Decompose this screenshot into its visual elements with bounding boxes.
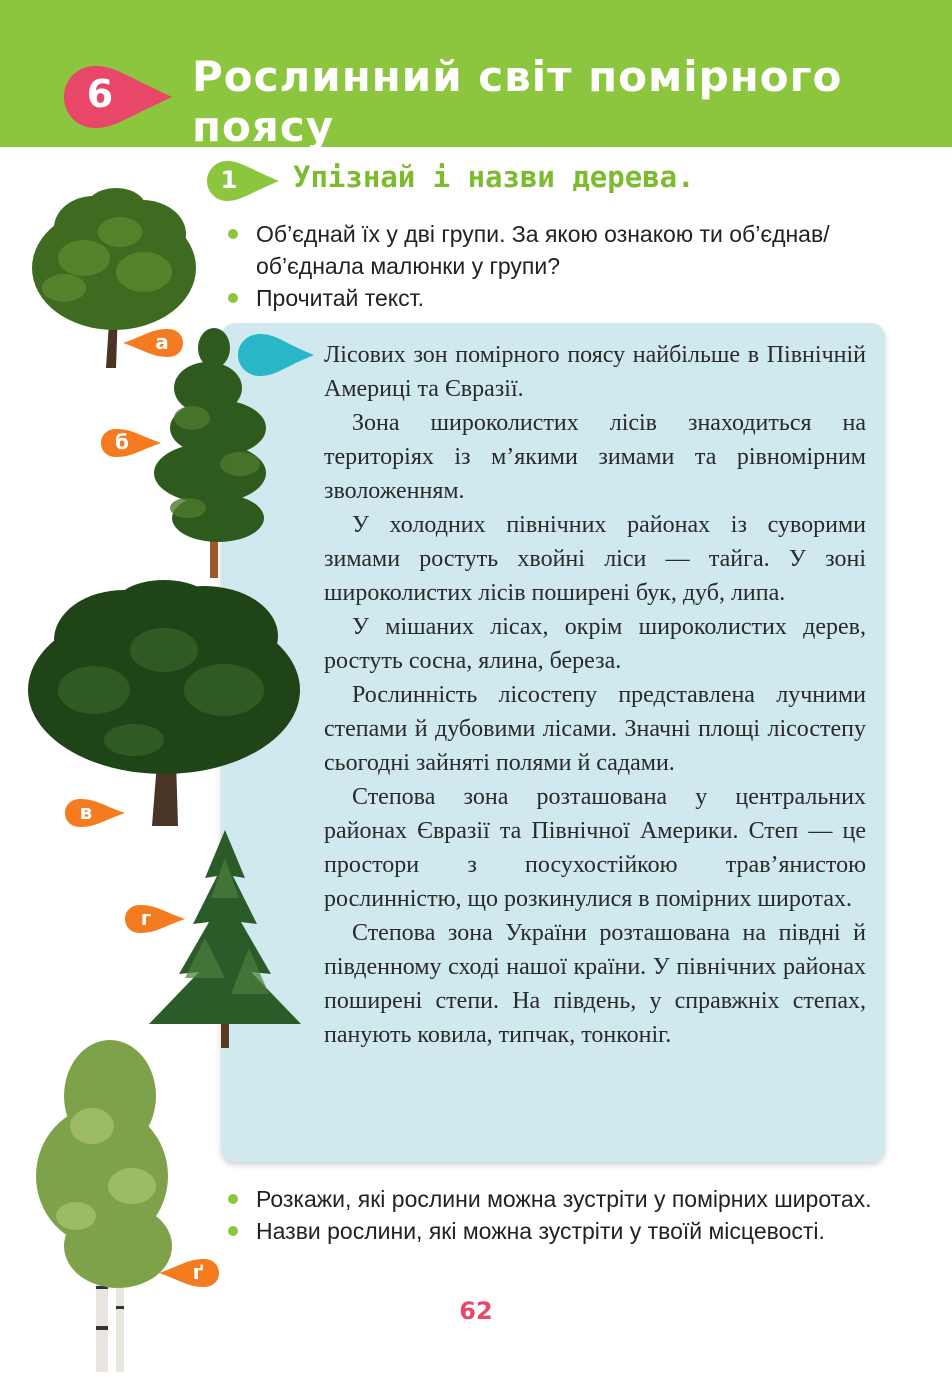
reading-paragraph: Зона широколистих лісів знаходиться на територіях із м’якими зимами та рівномірним зволоженням. [324,410,866,504]
spruce-tree-icon [145,828,305,1050]
bullet-dot-icon [228,1194,238,1204]
tree-label-a: а [122,328,184,358]
bullet-dot-icon [228,1226,238,1236]
tree-label-h: г [124,904,186,934]
task-number: 1 [220,166,238,194]
reading-paragraph: У мішаних лісах, окрім широколистих дерев, ростуть сосна, ялина, береза. [324,614,866,674]
reading-paragraph: Рослинність лісостепу представлена лучними степами й дубовими лісами. Значні площі лісостепу сьогодні зайняті полями й садами. [324,682,866,776]
pine-tree-icon [148,328,278,580]
task-number-badge [206,160,280,202]
lesson-number: 6 [86,72,114,116]
task-title: Упізнай і назви дерева. [293,160,695,194]
reading-paragraph: Лісових зон помірного поясу найбільше в Північній Америці та Євразії. [324,342,866,402]
list-item: Назви рослини, які можна зустріти у твоїй місцевості. [226,1215,906,1247]
birch-tree-icon [32,1036,188,1374]
reading-text [324,338,866,1052]
list-item: Прочитай текст. [226,282,906,314]
reading-paragraph: У холодних північних районах із суворими зимами ростуть хвойні ліси — тайга. У зоні широколистих лісів поширені бук, дуб, липа. [324,512,866,606]
page-number: 62 [459,1297,493,1325]
lesson-number-badge [62,64,174,130]
page-title: Рослинний світ помірного поясу [192,52,843,151]
instructions-top [226,218,906,314]
bullet-dot-icon [228,293,238,303]
tree-label-v: в [64,798,126,828]
reading-paragraph: Степова зона України розташована на півдні й південному сході нашої країни. У північних районах поширені степи. На південь, у справжніх степах, панують ковила, типчак, тонконіг. [324,920,866,1048]
oak-tree-icon [24,580,306,828]
bullet-dot-icon [228,229,238,239]
instructions-bottom [226,1183,906,1247]
reading-paragraph: Степова зона розташована у центральних районах Євразії та Північної Америки. Степ — це простори з посухостійкою трав’янистою рослинністю, що розкинулися в помірних широтах. [324,784,866,912]
list-item: Розкажи, які рослини можна зустріти у помірних широтах. [226,1183,906,1215]
list-item: Об’єднай їх у дві групи. За якою ознакою ти об’єднав/об’єднала малюнки у групи? [226,218,906,282]
tree-label-g: ґ [158,1258,220,1288]
tree-label-b: б [100,428,162,458]
